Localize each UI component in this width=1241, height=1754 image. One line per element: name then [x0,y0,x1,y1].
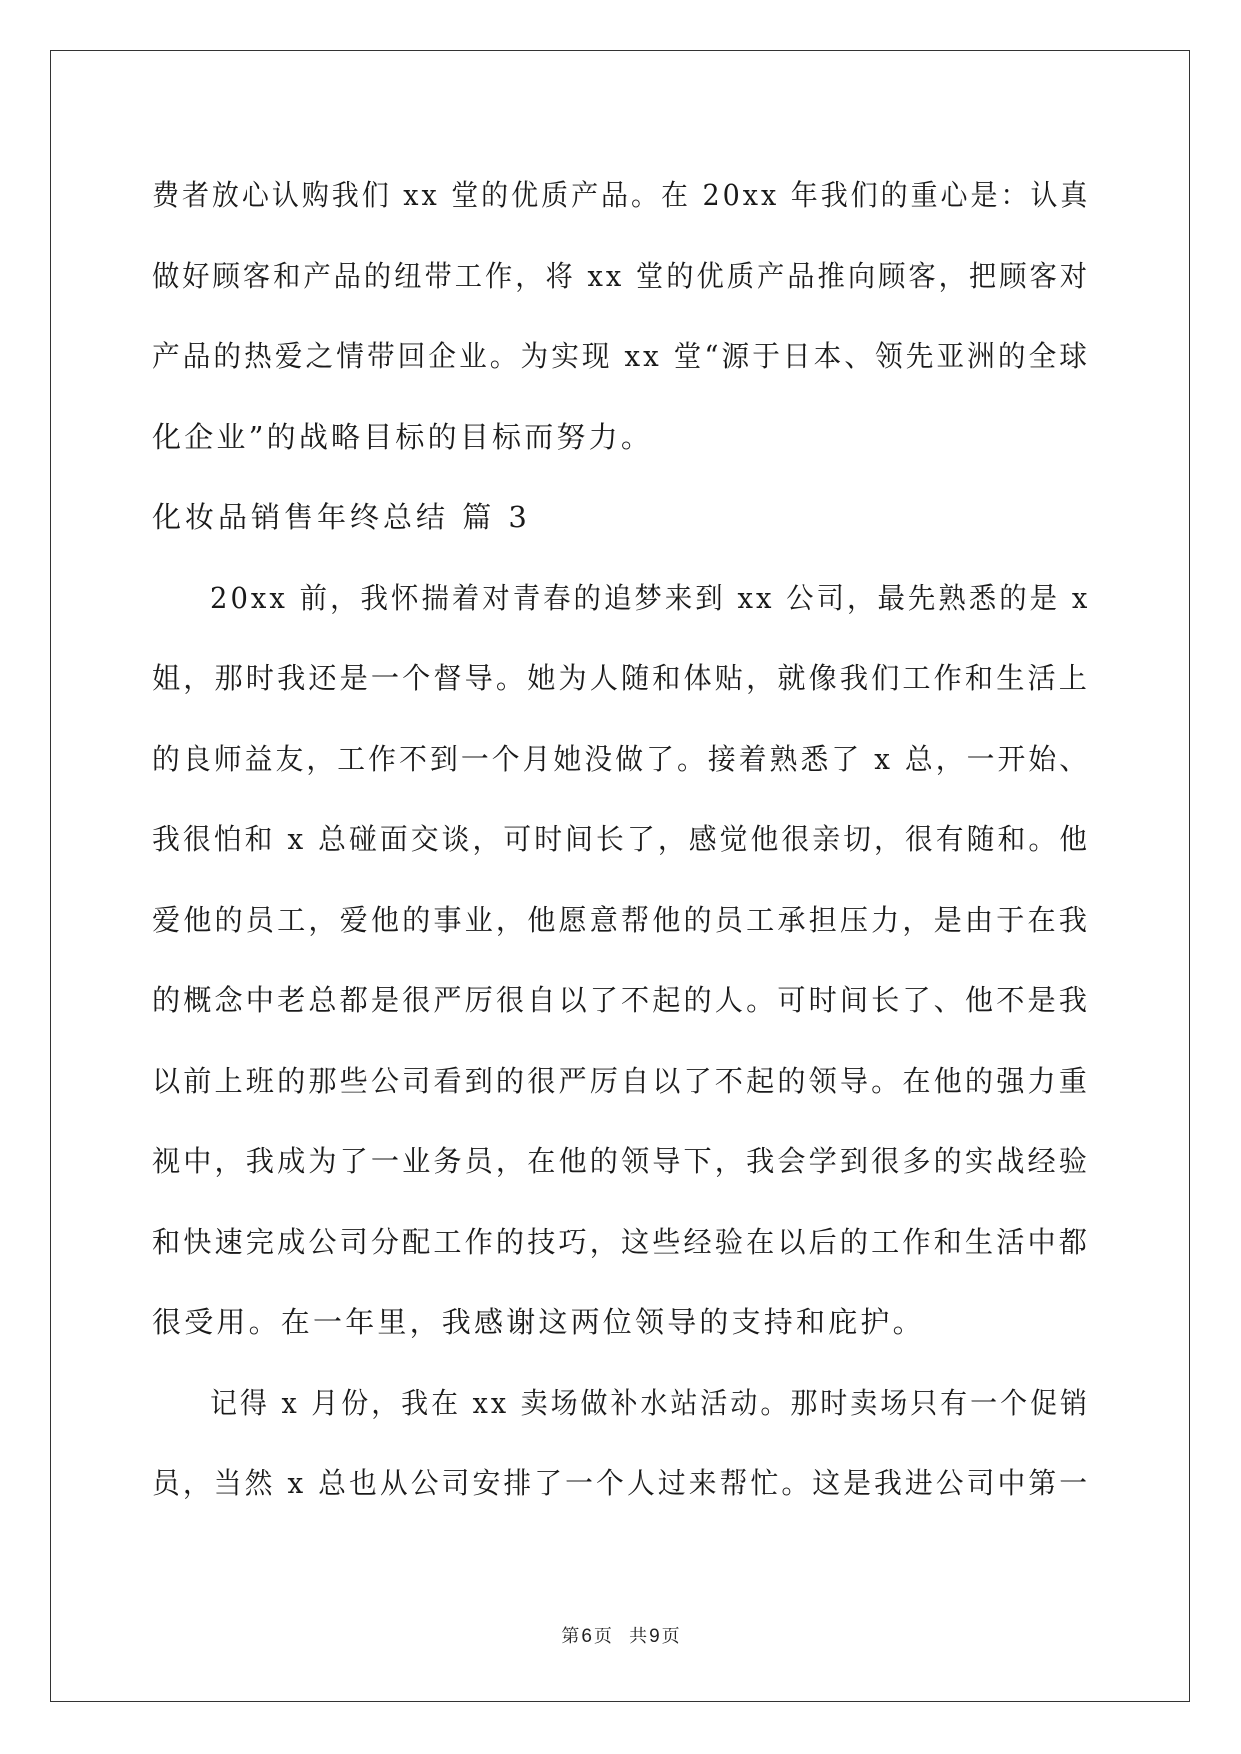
line-text: 记得 x 月份，我在 xx 卖场做补水站活动。那时卖场只有一个促销 [210,1385,1090,1420]
text-line [152,638,1090,719]
line-text: 姐，那时我还是一个督导。她为人随和体贴，就像我们工作和生活上 [152,661,1091,695]
text-line [152,880,1090,961]
text-line [152,1443,1090,1524]
current-page-number: 6 [581,1626,592,1647]
line-text: 费者放心认购我们 xx 堂的优质产品。在 20xx 年我们的重心是：认真 [152,178,1091,212]
document-body [152,155,1090,1524]
text-line [152,719,1090,800]
text-line [152,236,1090,317]
text-line [152,1121,1090,1202]
line-text: 20xx 前，我怀揣着对青春的追梦来到 xx 公司，最先熟悉的是 x [210,580,1091,615]
footer-total-prefix: 共 [629,1626,648,1647]
line-text: 我很怕和 x 总碰面交谈，可时间长了，感觉他很亲切，很有随和。他 [152,822,1091,856]
footer-prefix: 第 [561,1626,580,1647]
line-text: 的良师益友，工作不到一个月她没做了。接着熟悉了 x 总，一开始、 [152,741,1091,776]
line-text: 的概念中老总都是很严厉很自以了不起的人。可时间长了、他不是我 [152,983,1091,1017]
text-line [152,1282,1090,1363]
text-line [152,1363,1090,1444]
line-text: 产品的热爱之情带回企业。为实现 xx 堂“源于日本、领先亚洲的全球 [152,339,1090,373]
text-line [152,155,1090,236]
text-line [152,960,1090,1041]
line-text: 以前上班的那些公司看到的很严厉自以了不起的领导。在他的强力重 [152,1063,1091,1098]
line-text: 化企业”的战略目标的目标而努力。 [152,419,654,454]
line-text: 视中，我成为了一业务员，在他的领导下，我会学到很多的实战经验 [152,1144,1091,1178]
heading-text: 化妆品销售年终总结 篇 3 [152,500,531,534]
text-line [152,799,1090,880]
text-line [152,316,1090,397]
line-text: 爱他的员工，爱他的事业，他愿意帮他的员工承担压力，是由于在我 [152,902,1091,937]
line-text: 很受用。在一年里，我感谢这两位领导的支持和庇护。 [152,1305,925,1339]
text-line [152,558,1090,639]
page-footer [0,1622,1241,1648]
line-text: 员，当然 x 总也从公司安排了一个人过来帮忙。这是我进公司中第一 [152,1466,1091,1500]
footer-total-unit: 页 [661,1626,680,1647]
text-line [152,1041,1090,1122]
footer-page-unit: 页 [593,1626,612,1647]
line-text: 做好顾客和产品的纽带工作，将 xx 堂的优质产品推向顾客，把顾客对 [152,258,1090,293]
section-heading [152,477,1090,558]
line-text: 和快速完成公司分配工作的技巧，这些经验在以后的工作和生活中都 [152,1224,1091,1259]
text-line [152,397,1090,478]
total-pages-number: 9 [649,1626,660,1647]
text-line [152,1202,1090,1283]
